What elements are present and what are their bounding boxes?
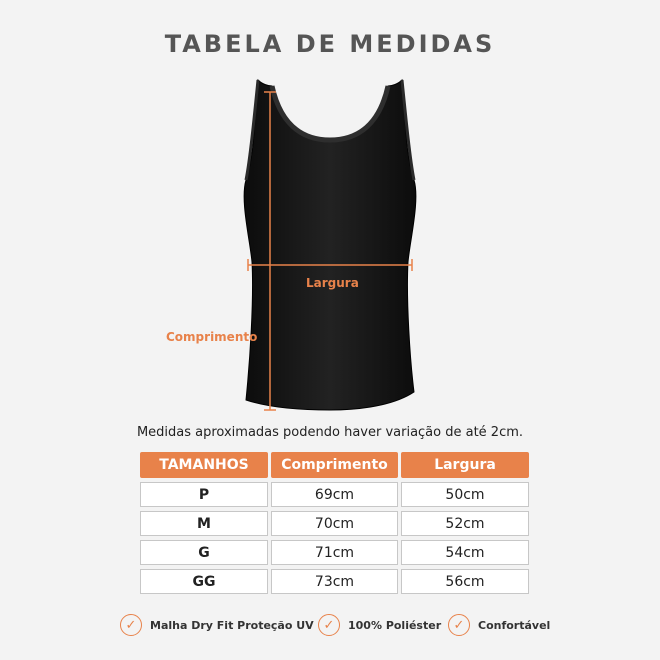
size-cell: G (140, 540, 268, 565)
table-header-row (140, 452, 529, 478)
table-row (140, 569, 529, 594)
check-circle-icon: ✓ (120, 614, 142, 636)
table-row (140, 540, 529, 565)
table-row (140, 482, 529, 507)
comprimento-cell: 69cm (271, 482, 398, 507)
table-row (140, 511, 529, 536)
largura-cell: 54cm (401, 540, 529, 565)
largura-cell: 56cm (401, 569, 529, 594)
feature-item (318, 614, 441, 636)
feature-label: 100% Poliéster (348, 618, 442, 632)
comprimento-cell: 71cm (271, 540, 398, 565)
feature-item (120, 614, 314, 636)
check-circle-icon: ✓ (448, 614, 470, 636)
comprimento-cell: 70cm (271, 511, 398, 536)
largura-cell: 52cm (401, 511, 529, 536)
size-cell: M (140, 511, 268, 536)
size-cell: GG (140, 569, 268, 594)
size-cell: P (140, 482, 268, 507)
header-tamanhos: TAMANHOS (140, 452, 268, 478)
length-label: Comprimento (166, 330, 258, 344)
header-comprimento: Comprimento (271, 452, 398, 478)
size-table (137, 448, 532, 598)
feature-label: Malha Dry Fit Proteção UV (150, 618, 314, 632)
measurement-note: Medidas aproximadas podendo haver variação de até 2cm. (136, 425, 524, 440)
feature-label: Confortável (478, 618, 551, 632)
page-title: TABELA DE MEDIDAS (164, 30, 496, 58)
features-row (0, 614, 660, 640)
comprimento-cell: 73cm (271, 569, 398, 594)
header-largura: Largura (401, 452, 529, 478)
check-circle-icon: ✓ (318, 614, 340, 636)
width-label: Largura (306, 276, 359, 290)
feature-item (448, 614, 550, 636)
largura-cell: 50cm (401, 482, 529, 507)
